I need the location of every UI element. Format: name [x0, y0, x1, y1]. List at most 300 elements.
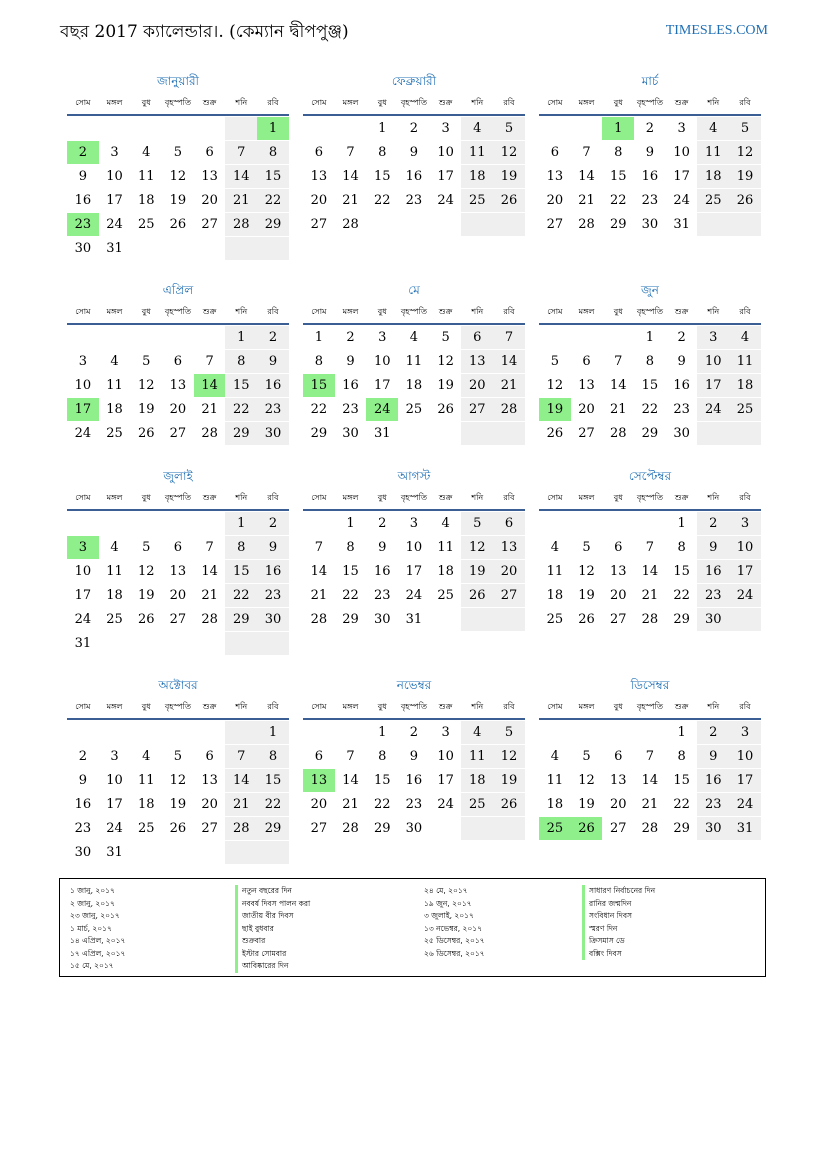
day-cell: 28: [342, 217, 359, 232]
day-cell: 16: [405, 773, 423, 788]
weekday-label: শনি: [471, 493, 484, 502]
week-row: [303, 511, 525, 535]
empty-day-cell: [194, 841, 226, 864]
day-cell: 6: [614, 540, 623, 555]
day-cell: 1: [225, 512, 257, 535]
day-cell: 29: [310, 426, 328, 441]
day-cell: 2: [409, 121, 419, 136]
day-cell: 5: [441, 330, 450, 345]
month-6: [539, 281, 761, 445]
day-cell: 27: [578, 426, 595, 441]
empty-day-cell: [461, 422, 493, 445]
day-cell: 30: [74, 845, 92, 860]
day-cell: 18: [405, 378, 423, 393]
day-cell: 22: [673, 797, 690, 812]
day-cell: 1: [677, 725, 686, 740]
day-cell: 16: [342, 378, 359, 393]
day-cell: 30: [673, 426, 690, 441]
day-cell: 14: [493, 350, 525, 373]
week-row: [67, 236, 289, 260]
day-cell: 8: [614, 145, 623, 160]
day-cell: 25: [137, 217, 155, 232]
week-row: [539, 325, 761, 349]
day-cell: 21: [641, 588, 659, 603]
weekday-label: বুধ: [141, 493, 151, 502]
day-cell: 1: [645, 330, 655, 345]
week-row: [303, 607, 525, 631]
day-cell: 18: [106, 402, 123, 417]
week-row: [539, 535, 761, 559]
weekday-label: শনি: [707, 702, 720, 711]
day-cell: 20: [493, 560, 525, 583]
day-cell: 23: [342, 402, 359, 417]
day-cell: 14: [609, 378, 627, 393]
day-cell: 19: [729, 165, 761, 188]
week-row: [67, 349, 289, 373]
empty-day-cell: [162, 721, 194, 744]
weekday-label: শুক্র: [674, 307, 689, 316]
day-cell: 7: [225, 745, 257, 768]
day-cell: 6: [314, 145, 323, 160]
weekday-label: বৃহস্পতি: [400, 702, 427, 711]
day-cell: 11: [461, 745, 493, 768]
holiday-name: আবিষ্কারের দিন: [235, 960, 310, 973]
day-cell: 3: [729, 512, 761, 535]
month-9: [539, 467, 761, 631]
day-cell: 21: [342, 193, 359, 208]
day-cell: 10: [74, 378, 92, 393]
empty-day-cell: [571, 721, 603, 744]
day-cell: 10: [437, 749, 454, 764]
holiday-date: ১ জানু, ২০১৭: [70, 886, 115, 895]
day-cell: 19: [493, 769, 525, 792]
day-cell: 9: [378, 540, 387, 555]
day-cell: 31: [74, 636, 92, 651]
day-cell: 30: [405, 821, 423, 836]
day-cell: 6: [205, 145, 214, 160]
day-cell: 26: [546, 426, 564, 441]
day-cell: 15: [303, 374, 335, 397]
week-row: [67, 583, 289, 607]
day-cell: 15: [373, 773, 391, 788]
month-8: [303, 467, 525, 631]
day-cell: 13: [546, 169, 564, 184]
day-cell: 29: [673, 612, 690, 627]
empty-day-cell: [99, 117, 131, 140]
weekday-label: রবি: [739, 307, 751, 316]
day-cell: 24: [106, 217, 123, 232]
day-cell: 13: [578, 378, 595, 393]
empty-day-cell: [493, 213, 525, 236]
holiday-name: স্মরণ দিন: [582, 923, 655, 936]
weekday-label: সোম: [311, 98, 327, 107]
day-cell: 18: [106, 588, 123, 603]
day-cell: 22: [257, 189, 289, 212]
empty-day-cell: [194, 237, 226, 260]
weekday-label: মঙ্গল: [578, 702, 595, 711]
day-cell: 15: [225, 374, 257, 397]
day-cell: 1: [378, 121, 387, 136]
empty-day-cell: [99, 512, 131, 535]
weekday-label: সোম: [311, 702, 327, 711]
day-cell: 20: [169, 588, 187, 603]
month-title: মার্চ: [641, 74, 659, 88]
day-cell: 22: [609, 193, 627, 208]
weekday-label: মঙ্গল: [342, 493, 359, 502]
weekday-label: সোম: [311, 493, 327, 502]
empty-day-cell: [67, 117, 99, 140]
week-row: [67, 768, 289, 792]
weekday-label: বুধ: [613, 307, 623, 316]
day-cell: 8: [314, 354, 323, 369]
week-row: [67, 116, 289, 140]
week-row: [539, 744, 761, 768]
week-row: [67, 535, 289, 559]
day-cell: 17: [437, 773, 454, 788]
day-cell: 30: [74, 241, 92, 256]
week-row: [539, 188, 761, 212]
day-cell: 24: [106, 821, 123, 836]
day-cell: 7: [346, 145, 355, 160]
day-cell: 29: [225, 422, 257, 445]
day-cell: 27: [609, 821, 627, 836]
day-cell: 20: [310, 797, 328, 812]
week-row: [67, 744, 289, 768]
day-cell: 17: [74, 588, 92, 603]
month-11: [303, 676, 525, 840]
day-cell: 2: [346, 330, 355, 345]
empty-day-cell: [99, 721, 131, 744]
weekday-label: শনি: [235, 702, 248, 711]
weekday-header: [303, 303, 525, 321]
empty-day-cell: [634, 512, 666, 535]
day-cell: 3: [441, 121, 450, 136]
day-cell: 28: [578, 217, 595, 232]
weekday-label: সোম: [75, 98, 91, 107]
day-cell: 26: [169, 217, 187, 232]
day-cell: 5: [582, 540, 591, 555]
weekday-label: শনি: [471, 98, 484, 107]
day-cell: 11: [106, 564, 123, 579]
weekday-label: বৃহস্পতি: [636, 493, 663, 502]
day-cell: 4: [441, 516, 450, 531]
empty-day-cell: [366, 213, 398, 236]
month-title: ফেব্রুয়ারী: [391, 74, 437, 88]
empty-day-cell: [162, 512, 194, 535]
day-cell: 25: [106, 612, 123, 627]
day-cell: 4: [461, 721, 493, 744]
week-row: [67, 559, 289, 583]
day-cell: 5: [142, 354, 151, 369]
day-cell: 18: [137, 193, 155, 208]
week-row: [67, 720, 289, 744]
weekday-label: মঙ্গল: [106, 307, 123, 316]
day-cell: 5: [173, 749, 183, 764]
day-cell: 26: [493, 793, 525, 816]
day-cell: 12: [493, 141, 525, 164]
day-cell: 30: [342, 426, 359, 441]
weekday-label: বুধ: [141, 98, 151, 107]
week-row: [303, 212, 525, 236]
day-cell: 15: [342, 564, 359, 579]
weekday-label: শুক্র: [202, 307, 217, 316]
day-cell: 10: [673, 145, 690, 160]
weekday-header: [539, 489, 761, 507]
day-cell: 10: [437, 145, 454, 160]
day-cell: 2: [697, 512, 729, 535]
weekday-header: [303, 698, 525, 716]
day-cell: 23: [641, 193, 659, 208]
day-cell: 12: [578, 773, 595, 788]
legend-dates-left: [70, 885, 125, 973]
empty-day-cell: [303, 117, 335, 140]
weekday-label: শুক্র: [202, 98, 217, 107]
day-cell: 15: [257, 165, 289, 188]
empty-day-cell: [130, 632, 162, 655]
day-cell: 17: [106, 797, 123, 812]
day-cell: 29: [257, 213, 289, 236]
day-cell: 4: [697, 117, 729, 140]
day-cell: 22: [373, 193, 391, 208]
day-cell: 8: [225, 536, 257, 559]
month-title: মে: [408, 283, 420, 297]
day-cell: 5: [729, 117, 761, 140]
weekday-label: বৃহস্পতি: [164, 702, 191, 711]
holiday-date: ২ জানু, ২০১৭: [70, 898, 115, 908]
day-cell: 21: [493, 374, 525, 397]
weekday-label: রবি: [503, 98, 515, 107]
week-row: [539, 373, 761, 397]
holiday-name: জাতীয় বীর দিবস: [235, 910, 310, 923]
day-cell: 17: [405, 564, 423, 579]
empty-day-cell: [461, 608, 493, 631]
empty-day-cell: [257, 237, 289, 260]
day-cell: 23: [405, 797, 423, 812]
weekday-label: শনি: [471, 702, 484, 711]
day-cell: 5: [493, 117, 525, 140]
week-row: [67, 511, 289, 535]
month-title: আগস্ট: [397, 469, 431, 483]
day-cell: 28: [342, 821, 359, 836]
holiday-name: নতুন বছরের দিন: [235, 885, 310, 898]
day-cell: 27: [169, 612, 187, 627]
day-cell: 12: [437, 354, 454, 369]
holiday-name: বক্সিং দিবস: [582, 948, 655, 961]
day-cell: 11: [405, 354, 423, 369]
weekday-label: শনি: [471, 307, 484, 316]
day-cell: 8: [257, 745, 289, 768]
empty-day-cell: [398, 213, 430, 236]
month-3: [539, 72, 761, 236]
day-cell: 5: [493, 721, 525, 744]
day-cell: 12: [461, 536, 493, 559]
day-cell: 12: [493, 745, 525, 768]
day-cell: 4: [110, 540, 119, 555]
day-cell: 25: [461, 189, 493, 212]
day-cell: 14: [194, 374, 226, 397]
weekday-label: শনি: [707, 307, 720, 316]
day-cell: 9: [645, 145, 655, 160]
day-cell: 21: [201, 588, 218, 603]
empty-day-cell: [430, 213, 462, 236]
holiday-date: ৩ জুলাই, ২০১৭: [424, 911, 474, 920]
weekday-label: মঙ্গল: [578, 98, 595, 107]
day-cell: 25: [461, 793, 493, 816]
week-row: [67, 816, 289, 840]
day-cell: 18: [437, 564, 454, 579]
empty-day-cell: [130, 721, 162, 744]
day-cell: 7: [205, 540, 214, 555]
day-cell: 9: [78, 773, 87, 788]
day-cell: 24: [697, 398, 729, 421]
empty-day-cell: [67, 512, 99, 535]
empty-day-cell: [430, 422, 462, 445]
week-row: [303, 583, 525, 607]
month-title: ডিসেম্বর: [630, 678, 670, 692]
day-cell: 21: [609, 402, 627, 417]
weekday-header: [303, 489, 525, 507]
weekday-label: বুধ: [377, 493, 387, 502]
holiday-name: নববর্ষ দিবস পালন করা: [235, 898, 310, 911]
weekday-header: [539, 94, 761, 112]
day-cell: 21: [641, 797, 659, 812]
day-cell: 9: [257, 536, 289, 559]
weekday-label: রবি: [503, 702, 515, 711]
day-cell: 6: [493, 512, 525, 535]
day-cell: 9: [677, 354, 686, 369]
day-cell: 29: [609, 217, 627, 232]
week-row: [303, 349, 525, 373]
empty-day-cell: [225, 632, 257, 655]
day-cell: 8: [257, 141, 289, 164]
weekday-label: শনি: [235, 98, 248, 107]
week-row: [539, 164, 761, 188]
holiday-name: ছাই বুধবার: [235, 923, 310, 936]
day-cell: 26: [461, 584, 493, 607]
empty-day-cell: [430, 817, 462, 840]
day-cell: 13: [169, 564, 187, 579]
day-cell: 28: [609, 426, 627, 441]
empty-day-cell: [225, 721, 257, 744]
legend-names-right: [582, 885, 655, 960]
weekday-label: বৃহস্পতি: [400, 493, 427, 502]
site-link[interactable]: TIMESLES.COM: [665, 23, 768, 38]
month-10: [67, 676, 289, 864]
day-cell: 22: [310, 402, 328, 417]
empty-day-cell: [602, 512, 634, 535]
holiday-date: ১৯ জুন, ২০১৭: [424, 898, 472, 908]
day-cell: 9: [409, 749, 419, 764]
day-cell: 14: [225, 165, 257, 188]
day-cell: 19: [169, 193, 187, 208]
holiday-date: ২৫ ডিসেম্বর, ২০১৭: [424, 936, 485, 945]
day-cell: 28: [225, 213, 257, 236]
day-cell: 2: [257, 326, 289, 349]
weekday-label: বৃহস্পতি: [164, 493, 191, 502]
day-cell: 30: [373, 612, 391, 627]
day-cell: 4: [409, 330, 419, 345]
day-cell: 11: [461, 141, 493, 164]
day-cell: 10: [373, 354, 391, 369]
weekday-label: শুক্র: [674, 493, 689, 502]
day-cell: 19: [493, 165, 525, 188]
day-cell: 5: [550, 354, 559, 369]
day-cell: 3: [409, 516, 419, 531]
day-cell: 1: [314, 330, 323, 345]
day-cell: 11: [137, 169, 155, 184]
empty-day-cell: [430, 608, 462, 631]
day-cell: 3: [110, 145, 119, 160]
day-cell: 13: [303, 769, 335, 792]
weekday-label: শুক্র: [438, 493, 453, 502]
day-cell: 22: [257, 793, 289, 816]
week-row: [539, 397, 761, 421]
day-cell: 24: [74, 426, 92, 441]
day-cell: 7: [614, 354, 623, 369]
day-cell: 14: [201, 564, 218, 579]
day-cell: 15: [609, 169, 627, 184]
day-cell: 8: [378, 749, 387, 764]
day-cell: 21: [578, 193, 595, 208]
day-cell: 28: [310, 612, 328, 627]
day-cell: 3: [677, 121, 686, 136]
weekday-label: শনি: [235, 307, 248, 316]
day-cell: 7: [582, 145, 591, 160]
empty-day-cell: [303, 721, 335, 744]
day-cell: 1: [677, 516, 686, 531]
week-row: [539, 720, 761, 744]
day-cell: 26: [437, 402, 454, 417]
week-row: [539, 140, 761, 164]
day-cell: 23: [373, 588, 391, 603]
day-cell: 7: [205, 354, 214, 369]
day-cell: 28: [201, 426, 218, 441]
day-cell: 25: [539, 817, 571, 840]
month-1: [67, 72, 289, 260]
day-cell: 13: [169, 378, 187, 393]
day-cell: 27: [169, 426, 187, 441]
day-cell: 17: [106, 193, 123, 208]
empty-day-cell: [571, 117, 603, 140]
week-row: [303, 768, 525, 792]
day-cell: 8: [346, 540, 355, 555]
day-cell: 18: [137, 797, 155, 812]
week-row: [539, 511, 761, 535]
day-cell: 11: [137, 773, 155, 788]
week-row: [303, 535, 525, 559]
day-cell: 30: [641, 217, 659, 232]
weekday-label: সোম: [547, 307, 563, 316]
day-cell: 3: [67, 536, 99, 559]
holiday-date: ১৩ নভেম্বর, ২০১৭: [424, 923, 483, 933]
day-cell: 28: [225, 817, 257, 840]
weekday-label: বুধ: [377, 702, 387, 711]
day-cell: 15: [257, 769, 289, 792]
weekday-label: রবি: [739, 702, 751, 711]
day-cell: 27: [461, 398, 493, 421]
empty-day-cell: [729, 608, 761, 631]
empty-day-cell: [335, 117, 367, 140]
week-row: [67, 164, 289, 188]
weekday-label: বৃহস্পতি: [636, 307, 663, 316]
empty-day-cell: [461, 817, 493, 840]
weekday-label: বৃহস্পতি: [164, 98, 191, 107]
day-cell: 10: [729, 745, 761, 768]
weekday-label: মঙ্গল: [342, 307, 359, 316]
day-cell: 6: [582, 354, 591, 369]
day-cell: 3: [378, 330, 387, 345]
empty-day-cell: [162, 632, 194, 655]
